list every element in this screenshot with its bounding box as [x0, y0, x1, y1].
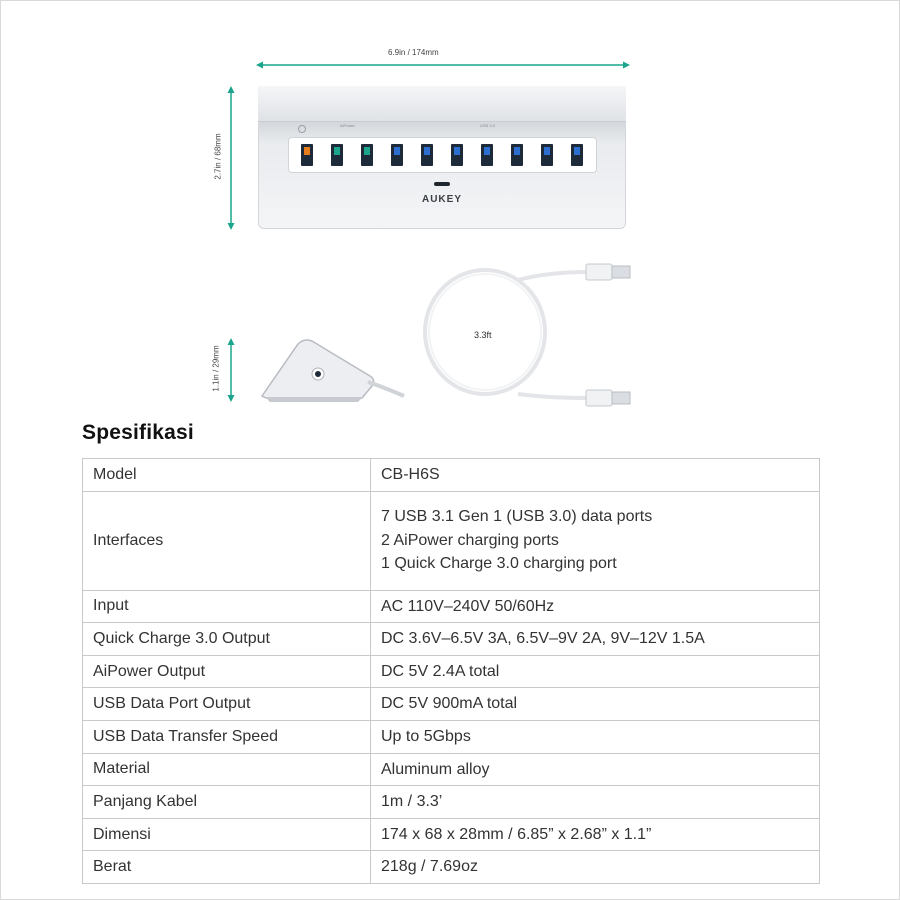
spec-key: USB Data Transfer Speed	[83, 720, 371, 753]
cable-length-label: 3.3ft	[474, 330, 492, 340]
height-dimension-arrow	[226, 86, 236, 230]
spec-row	[83, 655, 820, 688]
spec-value	[371, 851, 820, 884]
spec-row	[83, 786, 820, 819]
spec-row	[83, 851, 820, 884]
spec-key: Quick Charge 3.0 Output	[83, 623, 371, 656]
spec-value-line: 218g / 7.69oz	[381, 858, 478, 876]
usb-data-port	[541, 144, 553, 166]
power-led-indicator	[434, 182, 450, 186]
spec-key: Material	[83, 753, 371, 786]
usb3-port-tag: USB 3.0	[480, 123, 495, 128]
usb-data-port	[481, 144, 493, 166]
aipower-port	[361, 144, 373, 166]
spec-value-line: CB-H6S	[381, 466, 440, 484]
usb-data-port	[391, 144, 403, 166]
spec-value	[371, 753, 820, 786]
spec-value	[371, 590, 820, 623]
aipower-port	[331, 144, 343, 166]
usb-data-port	[421, 144, 433, 166]
spec-key: Panjang Kabel	[83, 786, 371, 819]
spec-value	[371, 623, 820, 656]
usb-cable-illustration	[418, 258, 636, 410]
usb-data-port	[451, 144, 463, 166]
usb-hub-front-view	[258, 86, 626, 229]
spec-key: Input	[83, 590, 371, 623]
spec-value	[371, 720, 820, 753]
spec-row	[83, 491, 820, 590]
spec-value-line: 7 USB 3.1 Gen 1 (USB 3.0) data ports	[381, 508, 653, 526]
spec-value-line: Aluminum alloy	[381, 760, 490, 778]
spec-value	[371, 688, 820, 721]
spec-value-line: DC 3.6V–6.5V 3A, 6.5V–9V 2A, 9V–12V 1.5A	[381, 630, 705, 648]
quick-charge-icon	[298, 125, 306, 133]
specifications-heading: Spesifikasi	[82, 421, 194, 444]
spec-key: Berat	[83, 851, 371, 884]
spec-value	[371, 818, 820, 851]
spec-key: Model	[83, 459, 371, 492]
aipower-port-tag: AiPower	[340, 123, 355, 128]
depth-dimension-label: 1.1in / 29mm	[211, 345, 221, 392]
spec-key: AiPower Output	[83, 655, 371, 688]
spec-value-line: 1 Quick Charge 3.0 charging port	[381, 555, 617, 573]
spec-row	[83, 753, 820, 786]
spec-value	[371, 459, 820, 492]
spec-key: USB Data Port Output	[83, 688, 371, 721]
usb-hub-side-view	[258, 338, 408, 404]
spec-row	[83, 623, 820, 656]
width-dimension-label: 6.9in / 174mm	[388, 48, 439, 57]
brand-logo: AUKEY	[421, 194, 462, 205]
spec-value-line: 2 AiPower charging ports	[381, 531, 559, 549]
spec-value-line: DC 5V 900mA total	[381, 695, 518, 713]
width-dimension-arrow	[256, 60, 630, 70]
spec-value-line: AC 110V–240V 50/60Hz	[381, 597, 555, 615]
spec-value-line: DC 5V 2.4A total	[381, 662, 500, 680]
port-panel	[289, 138, 596, 172]
usb-data-port	[571, 144, 583, 166]
spec-value-line: 174 x 68 x 28mm / 6.85” x 2.68” x 1.1”	[381, 825, 652, 843]
height-dimension-label: 2.7in / 68mm	[213, 133, 223, 180]
specifications-table	[82, 458, 820, 884]
depth-dimension-arrow	[226, 338, 236, 402]
hub-top-edge	[258, 86, 626, 122]
spec-key: Interfaces	[83, 491, 371, 590]
spec-value	[371, 786, 820, 819]
spec-row	[83, 688, 820, 721]
spec-row	[83, 818, 820, 851]
spec-row	[83, 720, 820, 753]
spec-value	[371, 655, 820, 688]
spec-value-line: Up to 5Gbps	[381, 728, 471, 746]
usb-data-port	[511, 144, 523, 166]
spec-value	[371, 491, 820, 590]
spec-key: Dimensi	[83, 818, 371, 851]
quick-charge-port	[301, 144, 313, 166]
spec-row	[83, 590, 820, 623]
spec-value-line: 1m / 3.3’	[381, 793, 443, 811]
spec-row	[83, 459, 820, 492]
